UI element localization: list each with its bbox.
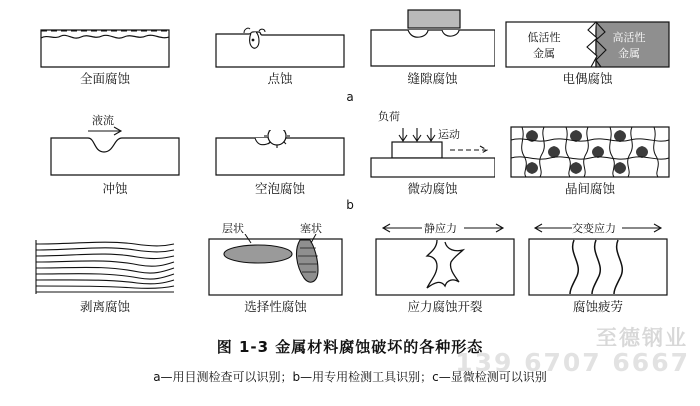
layered-pointer-icon: [243, 234, 257, 244]
motion-annotation: 运动: [438, 128, 460, 141]
pitting-corrosion-label: 点蚀: [267, 71, 293, 86]
selective-corrosion-diagram: [208, 238, 343, 296]
intergranular-corrosion-diagram: [510, 126, 670, 178]
plug-pointer-icon: [308, 234, 322, 244]
corrosion-fatigue-diagram: [528, 238, 668, 296]
cavitation-corrosion-diagram: [215, 130, 345, 176]
liquid-flow-annotation: 液流: [92, 114, 114, 127]
row-label-a: a: [346, 90, 354, 104]
layered-annotation: 层状: [222, 222, 244, 235]
fretting-corrosion-label: 微动腐蚀: [407, 181, 458, 196]
erosion-corrosion-diagram: [50, 130, 180, 176]
crevice-corrosion-label: 缝隙腐蚀: [407, 71, 458, 86]
plug-annotation: 塞状: [300, 222, 322, 235]
exfoliation-corrosion-diagram: [35, 238, 175, 296]
low-activity-metal-annotation: 低活性 金属: [527, 31, 561, 60]
watermark-phone: 139 6707 6667: [455, 348, 690, 377]
static-stress-annotation: 静应力: [424, 222, 457, 235]
figure-caption: 图 1-3 金属材料腐蚀破坏的各种形态: [216, 338, 484, 356]
figure-subcaption: a—用目测检查可以识别；b—用专用检测工具识别；c—显微检测可以识别: [153, 370, 547, 384]
watermark-company: 至德钢业: [596, 326, 688, 350]
cavitation-corrosion-label: 空泡腐蚀: [254, 181, 305, 196]
row-label-b: b: [346, 198, 354, 212]
exfoliation-corrosion-label: 剥离腐蚀: [79, 299, 130, 314]
static-stress-arrows-icon: [378, 222, 508, 234]
corrosion-fatigue-label: 腐蚀疲劳: [572, 299, 623, 314]
intergranular-corrosion-label: 晶间腐蚀: [564, 181, 615, 196]
alternating-stress-annotation: 交变应力: [572, 222, 616, 235]
stress-corrosion-cracking-diagram: [375, 238, 515, 296]
high-activity-metal-annotation: 高活性 金属: [612, 31, 646, 60]
general-corrosion-diagram: [40, 20, 170, 68]
alternating-stress-arrows-icon: [530, 222, 666, 234]
erosion-corrosion-label: 冲蚀: [102, 181, 128, 196]
fretting-corrosion-diagram: [370, 126, 495, 178]
stress-corrosion-cracking-label: 应力腐蚀开裂: [407, 299, 483, 314]
general-corrosion-label: 全面腐蚀: [79, 71, 130, 86]
selective-corrosion-label: 选择性腐蚀: [244, 299, 307, 314]
pitting-corrosion-diagram: [215, 20, 345, 68]
liquid-flow-arrow-icon: [88, 126, 128, 136]
crevice-corrosion-diagram: [370, 8, 495, 68]
galvanic-corrosion-label: 电偶腐蚀: [562, 71, 613, 86]
load-annotation: 负荷: [378, 110, 400, 123]
